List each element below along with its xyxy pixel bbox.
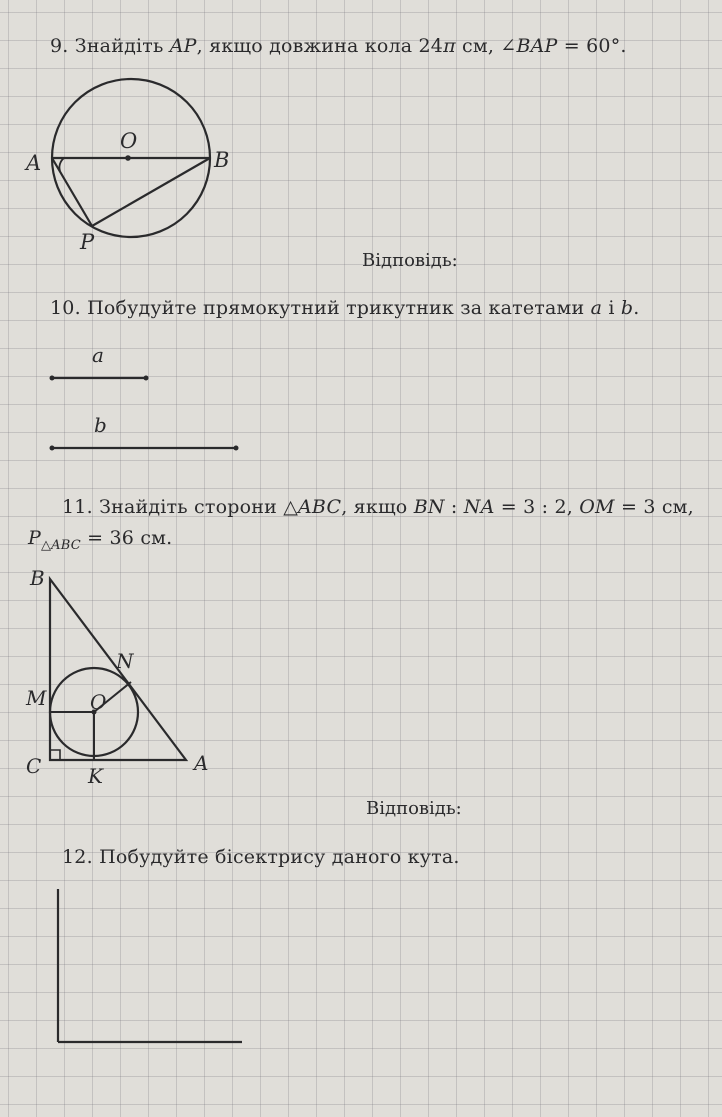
task-number: 9. — [50, 35, 69, 57]
segment-a-end — [50, 376, 55, 381]
task-9 — [50, 34, 627, 59]
task-text: Побудуйте бісектрису даного кута. — [99, 846, 460, 868]
label-k: K — [88, 764, 103, 788]
task-12 — [62, 845, 460, 870]
label-m: M — [26, 686, 47, 710]
label-p: P — [80, 230, 95, 254]
segments-figure — [40, 340, 260, 465]
task-text: Знайдіть AP, якщо довжина кола 24π см, ∠BAP = 60°. — [74, 35, 627, 57]
segment-b-end — [50, 446, 55, 451]
answer-label-11: Відповідь: — [366, 798, 462, 819]
task-11-perimeter: $P_{\triangle ABC} = 36$ см. — [28, 527, 173, 553]
label-a: A — [194, 751, 209, 775]
label-segment-a: a — [92, 343, 104, 367]
angle-mark — [59, 158, 64, 171]
label-b: B — [214, 148, 230, 172]
label-a: A — [26, 151, 42, 175]
answer-label-9: Відповідь: — [362, 250, 458, 271]
label-o: O — [90, 690, 107, 714]
task-number: 12. — [62, 846, 93, 868]
task-11 — [62, 495, 694, 520]
right-angle-mark — [50, 750, 60, 760]
task-number: 10. — [50, 297, 81, 319]
task-number: 11. — [62, 496, 93, 518]
task-10 — [50, 296, 640, 321]
circle-figure — [20, 70, 270, 260]
chord-ap — [52, 158, 92, 226]
label-segment-b: b — [94, 413, 107, 437]
label-b: B — [30, 566, 45, 590]
task-text: Знайдіть сторони △ABC, якщо BN : NA = 3 : 2, OM = 3 см, — [99, 496, 694, 518]
chord-pb — [92, 158, 210, 226]
label-o: O — [120, 129, 138, 153]
angle-figure — [50, 885, 250, 1050]
label-c: C — [26, 754, 42, 778]
task-text: Побудуйте прямокутний трикутник за катетами a і b. — [87, 297, 640, 319]
label-n: N — [116, 649, 134, 673]
segment-a-end — [144, 376, 149, 381]
triangle-figure — [20, 565, 260, 795]
center-dot — [125, 155, 131, 161]
segment-b-end — [234, 446, 239, 451]
